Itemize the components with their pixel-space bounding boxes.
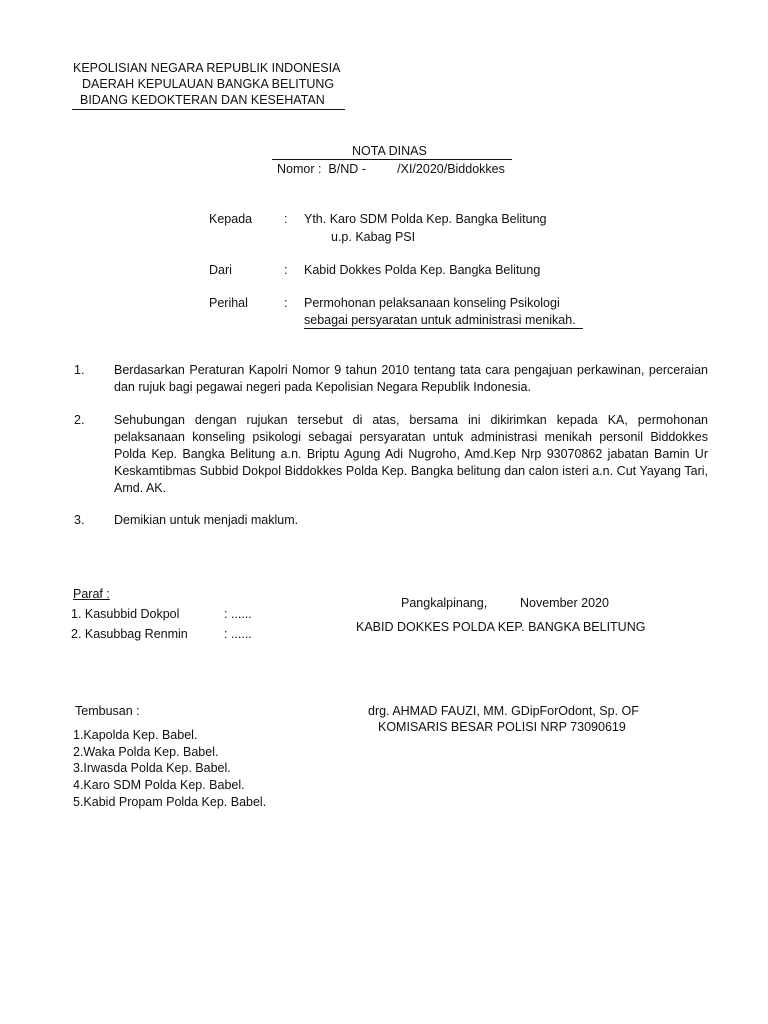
tembusan-title: Tembusan : — [75, 704, 140, 718]
tembusan-item: 5.Kabid Propam Polda Kep. Babel. — [73, 794, 267, 809]
dari-value: Kabid Dokkes Polda Kep. Bangka Belitung — [304, 263, 541, 277]
paraf-title: Paraf : — [73, 587, 110, 601]
letterhead-line-1: KEPOLISIAN NEGARA REPUBLIK INDONESIA — [73, 61, 341, 75]
perihal-value: Permohonan pelaksanaan konseling Psikologi — [304, 296, 560, 310]
item-2-number: 2. — [74, 413, 85, 427]
kepada-value: Yth. Karo SDM Polda Kep. Bangka Belitung — [304, 212, 547, 226]
item-3-text: Demikian untuk menjadi maklum. — [114, 513, 299, 527]
signature-rank: KOMISARIS BESAR POLISI NRP 73090619 — [378, 720, 626, 734]
kepada-label: Kepada — [209, 212, 253, 226]
paraf-row-1-value: : ...... — [224, 607, 252, 621]
letterhead-line-3: BIDANG KEDOKTERAN DAN KESEHATAN — [80, 93, 325, 107]
paraf-row-2-value: : ...... — [224, 627, 252, 641]
kepada-colon: : — [284, 212, 288, 226]
signature-place: Pangkalpinang, — [401, 596, 488, 610]
tembusan-item: 4.Karo SDM Polda Kep. Babel. — [73, 778, 245, 793]
dari-colon: : — [284, 263, 288, 277]
memo-number: Nomor : B/ND - /XI/2020/Biddokkes — [277, 162, 505, 176]
perihal-underline — [304, 328, 583, 329]
paraf-row-1-label: 1. Kasubbid Dokpol — [71, 607, 180, 621]
dari-label: Dari — [209, 263, 232, 277]
signature-position: KABID DOKKES POLDA KEP. BANGKA BELITUNG — [356, 620, 646, 634]
tembusan-item: 1.Kapolda Kep. Babel. — [73, 728, 198, 742]
paraf-row-2-label: 2. Kasubbag Renmin — [71, 627, 188, 641]
item-2-text: Sehubungan dengan rujukan tersebut di atas, bersama ini dikirimkan kepada KA, permohonan pelaksanaan konseling psikologi sebagai persyaratan untuk administrasi menikah personil Biddokkes Polda Kep. Bangka Belitung a.n. Briptu Agung Adi Nugroho, Amd.Kep Nrp 93070862 jabatan Bamin Ur Keskamtibmas Subbid Dokpol Biddokkes Polda Kep. Bangka belitung dan calon isteri a.n. Cut Yayang Tari, Amd. AK. — [114, 413, 708, 495]
signature-date: November 2020 — [520, 596, 609, 610]
kepada-value-up: u.p. Kabag PSI — [331, 230, 416, 244]
perihal-label: Perihal — [209, 296, 248, 310]
item-3-number: 3. — [74, 513, 85, 527]
tembusan-list — [73, 727, 266, 811]
perihal-colon: : — [284, 296, 288, 310]
item-1-number: 1. — [74, 363, 85, 377]
tembusan-item: 3.Irwasda Polda Kep. Babel. — [73, 761, 231, 776]
perihal-value-cont: sebagai persyaratan untuk administrasi menikah. — [304, 313, 576, 327]
item-1-text: Berdasarkan Peraturan Kapolri Nomor 9 tahun 2010 tentang tata cara pengajuan perkawinan, perceraian dan rujuk bagi pegawai negeri pada Kepolisian Negara Republik Indonesia. — [114, 363, 708, 394]
signature-name: drg. AHMAD FAUZI, MM. GDipForOdont, Sp. OF — [368, 704, 639, 718]
memo-title: NOTA DINAS — [352, 144, 427, 158]
letterhead-underline — [72, 109, 345, 110]
tembusan-item: 2.Waka Polda Kep. Babel. — [73, 744, 219, 759]
memo-title-rule — [272, 159, 512, 160]
letterhead-line-2: DAERAH KEPULAUAN BANGKA BELITUNG — [82, 77, 335, 91]
